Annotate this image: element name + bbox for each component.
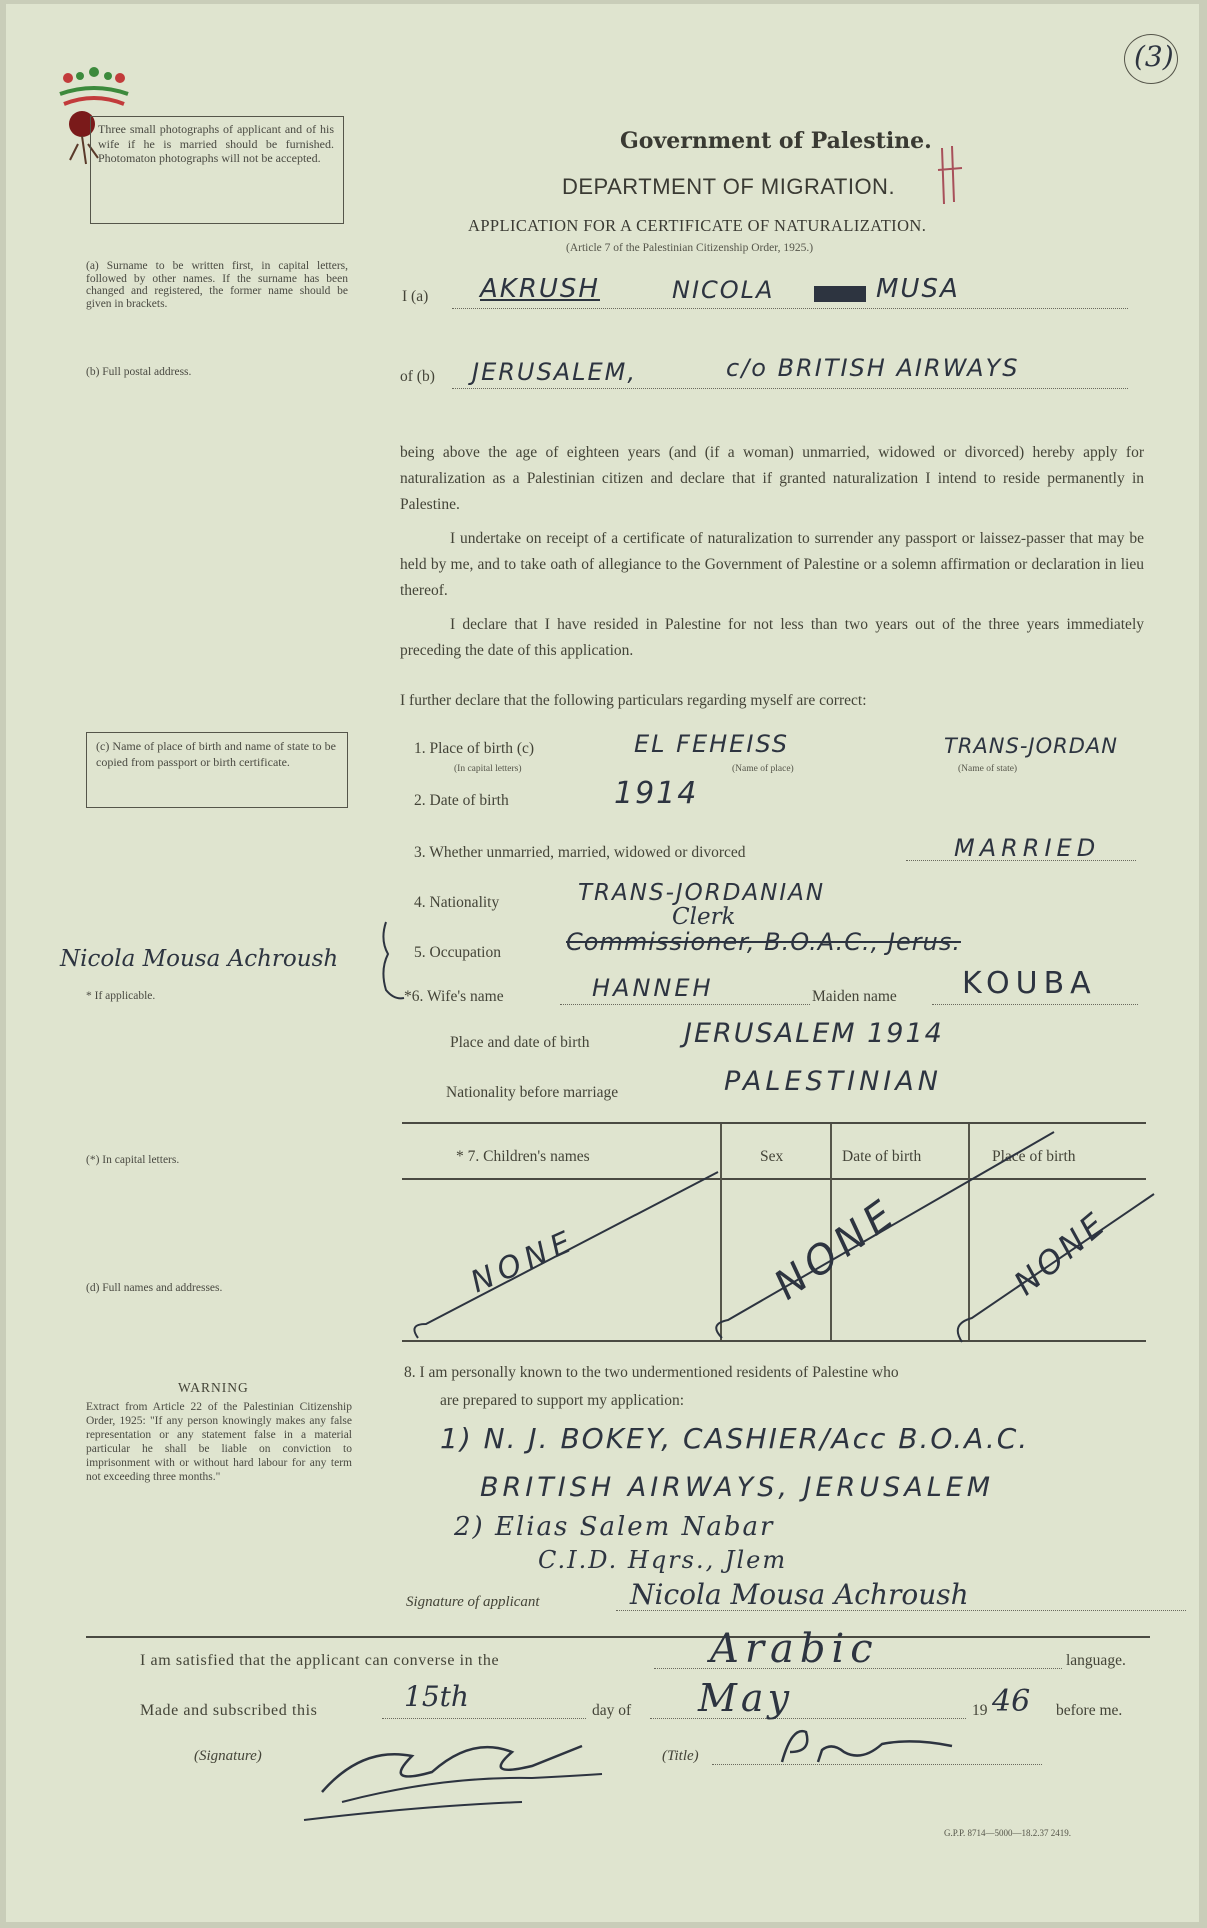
table-header-place: Place of birth	[992, 1148, 1076, 1165]
year-value: 46	[992, 1684, 1031, 1719]
referee-1-line-1: 1) N. J. BOKEY, CASHIER/Acc B.O.A.C.	[440, 1422, 1030, 1455]
red-stamp-mark	[934, 144, 964, 210]
dob-label: 2. Date of birth	[414, 792, 509, 809]
birthplace-note: (c) Name of place of birth and name of state to be copied from passport or birth certificate.	[96, 739, 336, 769]
month-value: May	[698, 1676, 794, 1720]
occupation-label: 5. Occupation	[414, 944, 501, 961]
birth-place: EL FEHEISS	[634, 730, 790, 758]
before-me-label: before me.	[1056, 1702, 1123, 1719]
address-line	[452, 388, 1128, 389]
crossed-out-name	[814, 286, 866, 302]
table-header-names: * 7. Children's names	[456, 1148, 590, 1165]
capital-letters-note: (*) In capital letters.	[86, 1154, 180, 1166]
application-title: APPLICATION FOR A CERTIFICATE OF NATURALIZATION.	[468, 216, 927, 235]
officer-signature	[302, 1716, 642, 1826]
certification-rule	[86, 1636, 1150, 1638]
applicant-name2: MUSA	[876, 274, 960, 304]
government-title: Government of Palestine.	[620, 128, 932, 154]
wife-nationality-value: PALESTINIAN	[724, 1066, 942, 1097]
dob-value: 1914	[614, 776, 699, 811]
nationality-value: TRANS-JORDANIAN	[578, 880, 826, 906]
applicable-note: * If applicable.	[86, 990, 156, 1002]
place-caption: (Name of place)	[732, 764, 794, 774]
paragraph-particulars: I further declare that the following particulars regarding myself are correct:	[400, 692, 867, 709]
print-code: G.P.P. 8714—5000—18.2.37 2419.	[944, 1828, 1072, 1838]
certification-satisfied: I am satisfied that the applicant can converse in the	[140, 1652, 500, 1669]
signature-label: Signature of applicant	[406, 1594, 540, 1610]
applicant-label: I (a)	[402, 288, 429, 305]
day-value: 15th	[404, 1680, 469, 1713]
paragraph-residence: I declare that I have resided in Palestine for not less than two years out of the three years immediately preceding the date of this application.	[400, 616, 1144, 659]
birth-state: TRANS-JORDAN	[944, 734, 1118, 758]
applicant-line	[452, 308, 1128, 309]
none-sex-dob: NONE	[765, 1189, 907, 1309]
made-subscribed: Made and subscribed this	[140, 1702, 318, 1719]
language-value: Arabic	[710, 1626, 879, 1672]
day-of-label: day of	[592, 1702, 632, 1719]
wife-birth-label: Place and date of birth	[450, 1034, 590, 1051]
photo-note: Three small photographs of applicant and of his wife if he is married should be furnished. Photomaton photographs will not be accepted.	[98, 122, 334, 165]
officer-title-scribble	[772, 1722, 972, 1772]
capital-letters-caption: (In capital letters)	[454, 764, 522, 774]
addresses-note: (d) Full names and addresses.	[86, 1282, 223, 1294]
warning-text: Extract from Article 22 of the Palestinian Citizenship Order, 1925: "If any person knowingly makes any false representation or any statement false in a material particular he shall be liable on conviction to imprisonment with or without hard labour for any term not exceeding three months."	[86, 1401, 352, 1483]
none-children-names: NONE	[465, 1222, 582, 1301]
marital-value: MARRIED	[954, 834, 1101, 862]
year-prefix: 19	[972, 1702, 988, 1719]
maiden-label: Maiden name	[812, 988, 897, 1005]
address-city: JERUSALEM,	[472, 358, 638, 386]
page-number-circle	[1124, 34, 1178, 84]
applicant-name1: NICOLA	[672, 276, 775, 304]
document-page	[6, 4, 1199, 1922]
table-header-dob: Date of birth	[842, 1148, 922, 1165]
wife-value: HANNEH	[592, 974, 714, 1002]
referee-2-line-1: 2) Elias Salem Nabar	[454, 1512, 775, 1542]
occupation-value: Commissioner, B.O.A.C., Jerus.	[566, 928, 961, 956]
postal-note: (b) Full postal address.	[86, 366, 192, 378]
maiden-value: KOUBA	[962, 966, 1097, 1001]
occupation-correction: Clerk	[672, 904, 736, 930]
referees-intro-2: are prepared to support my application:	[440, 1392, 685, 1409]
referee-2-line-2: C.I.D. Hqrs., Jlem	[538, 1546, 788, 1574]
margin-signature: Nicola Mousa Achroush	[60, 946, 339, 972]
department-title: DEPARTMENT OF MIGRATION.	[562, 174, 896, 199]
surname-note: (a) Surname to be written first, in capital letters, followed by other names. If the surname has been changed and registered, the former name should be given in brackets.	[86, 260, 348, 310]
birth-label: 1. Place of birth (c)	[414, 740, 535, 757]
language-label: language.	[1066, 1652, 1126, 1669]
wife-label: *6. Wife's name	[404, 988, 504, 1005]
address-label: of (b)	[400, 368, 435, 385]
paragraph-eligibility: being above the age of eighteen years (and (if a woman) unmarried, widowed or divorced) hereby apply for naturalization as a Palestinian citizen and declare that if granted naturalization I intend to reside permanently in Palestine.	[400, 444, 1144, 513]
wife-line	[560, 1004, 810, 1005]
wife-nationality-label: Nationality before marriage	[446, 1084, 619, 1101]
marital-label: 3. Whether unmarried, married, widowed or divorced	[414, 844, 746, 861]
state-caption: (Name of state)	[958, 764, 1018, 774]
maiden-line	[932, 1004, 1138, 1005]
applicant-signature: Nicola Mousa Achroush	[630, 1578, 969, 1611]
table-header-sex: Sex	[760, 1148, 784, 1165]
applicant-surname: AKRUSH	[480, 274, 600, 304]
paragraph-undertaking: I undertake on receipt of a certificate of naturalization to surrender any passport or laissez-passer that may be held by me, and to take oath of allegiance to the Government of Palestine or a solemn affirmation or declaration in lieu thereof.	[400, 530, 1144, 599]
officer-signature-label: (Signature)	[194, 1748, 262, 1764]
wife-birth-value: JERUSALEM 1914	[684, 1018, 944, 1049]
warning-title: WARNING	[178, 1380, 249, 1395]
none-place: NONE	[1006, 1203, 1115, 1303]
referees-intro-1: 8. I am personally known to the two undermentioned residents of Palestine who	[404, 1364, 899, 1381]
referee-1-line-2: BRITISH AIRWAYS, JERUSALEM	[480, 1472, 995, 1503]
page-number: (3)	[1134, 40, 1174, 73]
address-care: c/o BRITISH AIRWAYS	[726, 354, 1020, 382]
margin-bracket	[376, 920, 406, 1004]
officer-title-label: (Title)	[662, 1748, 699, 1764]
article-reference: (Article 7 of the Palestinian Citizenship Order, 1925.)	[566, 242, 814, 254]
table-top-rule	[402, 1122, 1146, 1124]
nationality-label: 4. Nationality	[414, 894, 500, 911]
